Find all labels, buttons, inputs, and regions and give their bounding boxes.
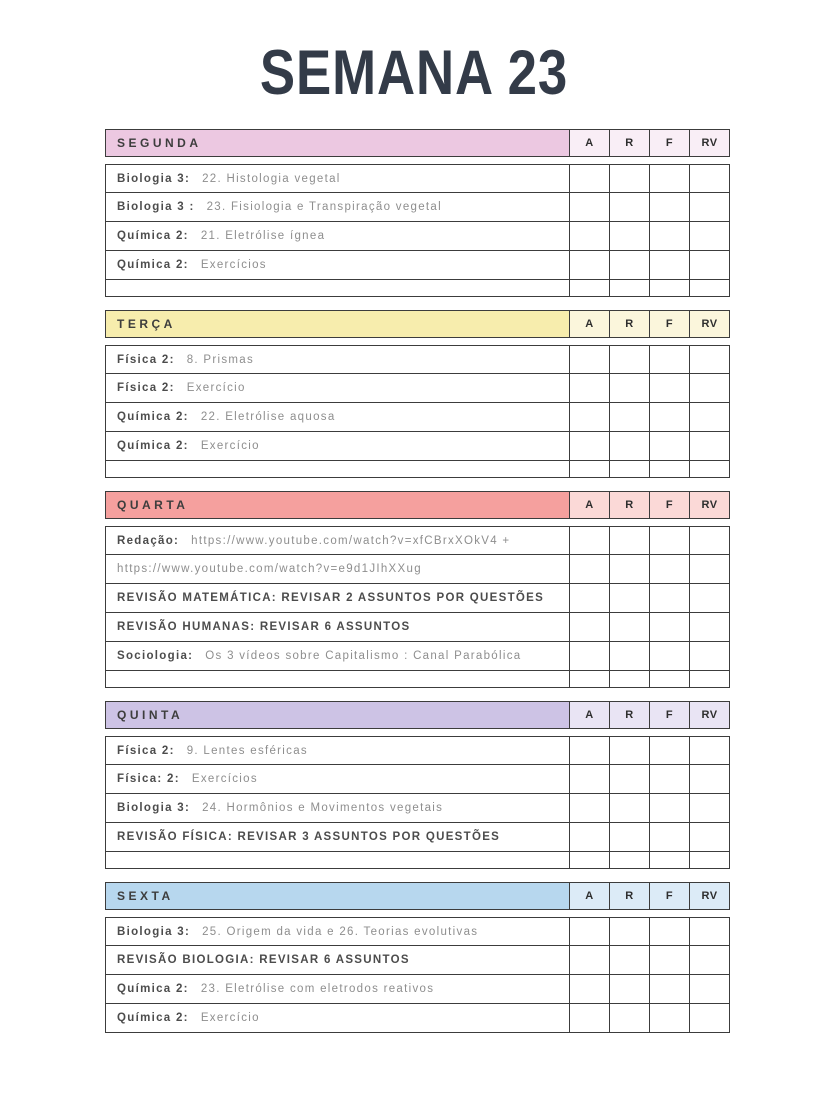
check-cell-a[interactable] — [570, 671, 610, 688]
spacer-cell — [105, 280, 570, 297]
day-name-label: QUARTA — [117, 498, 189, 512]
task-label: Redação: — [117, 534, 180, 547]
check-cell-f[interactable] — [650, 251, 690, 280]
task-row — [105, 222, 730, 251]
task-cell — [105, 642, 570, 671]
day-header — [105, 491, 570, 519]
task-text: Exercícios — [191, 773, 258, 785]
task-row — [105, 526, 730, 555]
task-label: Química 2: — [117, 230, 189, 242]
day-header — [105, 129, 570, 157]
check-cell-rv[interactable] — [690, 946, 730, 975]
day-header — [105, 882, 570, 910]
task-cell — [105, 526, 570, 555]
check-cell-rv[interactable] — [690, 164, 730, 193]
column-header-f: F — [650, 701, 690, 729]
task-label: Física 2: — [117, 744, 175, 757]
task-row — [105, 975, 730, 1004]
task-text: 8. Prismas — [186, 353, 255, 366]
check-cell-f[interactable] — [650, 403, 690, 432]
day-header — [105, 310, 570, 338]
check-cell-f[interactable] — [650, 280, 690, 297]
check-cell-r[interactable] — [610, 946, 650, 975]
check-cell-f[interactable] — [650, 642, 690, 671]
column-header-rv: RV — [690, 491, 730, 519]
check-cell-f[interactable] — [650, 1004, 690, 1033]
task-cell — [105, 345, 570, 374]
check-cell-a[interactable] — [570, 642, 610, 671]
task-row — [105, 403, 730, 432]
task-row — [105, 432, 730, 461]
check-cell-r[interactable] — [610, 432, 650, 461]
check-cell-rv[interactable] — [690, 345, 730, 374]
task-row — [105, 642, 730, 671]
task-label: Química 2: — [117, 1012, 189, 1024]
task-row — [105, 823, 730, 852]
check-cell-rv[interactable] — [690, 823, 730, 852]
spacer-cell — [105, 461, 570, 478]
column-header-r: R — [610, 882, 650, 910]
task-label: Física 2: — [117, 382, 175, 394]
task-label: REVISÃO FÍSICA: REVISAR 3 ASSUNTOS POR QUESTÕES — [117, 831, 501, 843]
task-row — [105, 613, 730, 642]
task-row — [105, 251, 730, 280]
task-text: 25. Origem da vida e 26. Teorias evolutivas — [202, 925, 479, 938]
task-row — [105, 555, 730, 584]
check-cell-a[interactable] — [570, 164, 610, 193]
spacer-row — [105, 671, 730, 688]
check-cell-rv[interactable] — [690, 555, 730, 584]
check-cell-r[interactable] — [610, 526, 650, 555]
column-header-f: F — [650, 491, 690, 519]
check-cell-rv[interactable] — [690, 613, 730, 642]
task-cell — [105, 222, 570, 251]
check-cell-f[interactable] — [650, 794, 690, 823]
task-text: Os 3 vídeos sobre Capitalismo : Canal Parabólica — [205, 650, 522, 662]
task-label: REVISÃO MATEMÁTICA: REVISAR 2 ASSUNTOS POR QUESTÕES — [117, 592, 545, 604]
day-name-label: SEGUNDA — [117, 136, 202, 150]
check-cell-a[interactable] — [570, 251, 610, 280]
check-cell-rv[interactable] — [690, 736, 730, 765]
task-cell — [105, 555, 570, 584]
task-label: Física: 2: — [117, 773, 180, 785]
spacer-row — [105, 280, 730, 297]
day-body — [105, 917, 730, 1033]
task-cell — [105, 765, 570, 794]
check-cell-a[interactable] — [570, 736, 610, 765]
spacer-cell — [105, 852, 570, 869]
column-header-r: R — [610, 701, 650, 729]
check-cell-f[interactable] — [650, 823, 690, 852]
spacer-row — [105, 461, 730, 478]
check-cell-rv[interactable] — [690, 642, 730, 671]
check-cell-f[interactable] — [650, 222, 690, 251]
check-cell-rv[interactable] — [690, 526, 730, 555]
check-cell-f[interactable] — [650, 584, 690, 613]
check-cell-f[interactable] — [650, 765, 690, 794]
check-cell-a[interactable] — [570, 823, 610, 852]
day-header-row — [105, 129, 730, 157]
task-cell — [105, 1004, 570, 1033]
task-text: 22. Histologia vegetal — [202, 172, 341, 185]
task-label: Biologia 3: — [117, 925, 191, 938]
check-cell-a[interactable] — [570, 975, 610, 1004]
day-section-segunda — [105, 129, 730, 297]
check-cell-a[interactable] — [570, 584, 610, 613]
task-text: 23. Fisiologia e Transpiração vegetal — [206, 201, 442, 213]
column-header-f: F — [650, 882, 690, 910]
spacer-cell — [105, 671, 570, 688]
schedule — [105, 129, 730, 1033]
column-header-rv: RV — [690, 310, 730, 338]
check-cell-a[interactable] — [570, 432, 610, 461]
day-header — [105, 701, 570, 729]
check-cell-a[interactable] — [570, 461, 610, 478]
day-section-terca — [105, 310, 730, 478]
check-cell-f[interactable] — [650, 671, 690, 688]
check-cell-r[interactable] — [610, 403, 650, 432]
check-cell-a[interactable] — [570, 852, 610, 869]
check-cell-a[interactable] — [570, 403, 610, 432]
column-header-r: R — [610, 310, 650, 338]
task-row — [105, 345, 730, 374]
task-cell — [105, 946, 570, 975]
task-row — [105, 794, 730, 823]
column-header-rv: RV — [690, 701, 730, 729]
check-cell-rv[interactable] — [690, 193, 730, 222]
task-row — [105, 374, 730, 403]
check-cell-r[interactable] — [610, 1004, 650, 1033]
task-label: REVISÃO HUMANAS: REVISAR 6 ASSUNTOS — [117, 621, 411, 633]
day-name-label: TERÇA — [117, 317, 176, 331]
day-section-sexta — [105, 882, 730, 1033]
task-text: 22. Eletrólise aquosa — [200, 411, 336, 423]
task-label: Biologia 3 : — [117, 201, 195, 213]
day-name-label: QUINTA — [117, 708, 184, 722]
check-cell-rv[interactable] — [690, 917, 730, 946]
task-text: 21. Eletrólise ígnea — [200, 230, 326, 242]
check-cell-r[interactable] — [610, 736, 650, 765]
task-label: Biologia 3: — [117, 172, 191, 185]
task-label: Química 2: — [117, 259, 189, 271]
check-cell-rv[interactable] — [690, 1004, 730, 1033]
check-cell-r[interactable] — [610, 671, 650, 688]
task-label: Sociologia: — [117, 650, 194, 662]
check-cell-f[interactable] — [650, 736, 690, 765]
day-header-row — [105, 491, 730, 519]
planner-page — [0, 38, 828, 1033]
check-cell-r[interactable] — [610, 345, 650, 374]
check-cell-f[interactable] — [650, 526, 690, 555]
day-section-quarta — [105, 491, 730, 688]
check-cell-f[interactable] — [650, 555, 690, 584]
task-cell — [105, 736, 570, 765]
check-cell-rv[interactable] — [690, 280, 730, 297]
task-row — [105, 765, 730, 794]
task-label: Biologia 3: — [117, 802, 191, 814]
task-cell — [105, 193, 570, 222]
task-label: Química 2: — [117, 983, 189, 995]
check-cell-r[interactable] — [610, 193, 650, 222]
check-cell-r[interactable] — [610, 823, 650, 852]
day-section-quinta — [105, 701, 730, 869]
task-text: Exercícios — [200, 259, 267, 271]
task-text: 9. Lentes esféricas — [186, 744, 308, 757]
check-cell-r[interactable] — [610, 917, 650, 946]
check-cell-r[interactable] — [610, 975, 650, 1004]
day-body — [105, 345, 730, 478]
check-cell-a[interactable] — [570, 193, 610, 222]
check-cell-r[interactable] — [610, 374, 650, 403]
column-header-r: R — [610, 491, 650, 519]
check-cell-f[interactable] — [650, 432, 690, 461]
check-cell-a[interactable] — [570, 374, 610, 403]
task-cell — [105, 917, 570, 946]
task-row — [105, 917, 730, 946]
task-cell — [105, 823, 570, 852]
check-cell-r[interactable] — [610, 251, 650, 280]
check-cell-r[interactable] — [610, 852, 650, 869]
task-row — [105, 736, 730, 765]
task-text: Exercício — [186, 382, 246, 394]
task-cell — [105, 164, 570, 193]
task-cell — [105, 251, 570, 280]
check-cell-f[interactable] — [650, 852, 690, 869]
day-body — [105, 736, 730, 869]
check-cell-r[interactable] — [610, 461, 650, 478]
task-text: Exercício — [200, 440, 260, 452]
column-header-f: F — [650, 129, 690, 157]
check-cell-r[interactable] — [610, 280, 650, 297]
check-cell-a[interactable] — [570, 765, 610, 794]
task-row — [105, 164, 730, 193]
task-cell — [105, 584, 570, 613]
check-cell-a[interactable] — [570, 222, 610, 251]
check-cell-rv[interactable] — [690, 251, 730, 280]
check-cell-r[interactable] — [610, 164, 650, 193]
task-row — [105, 584, 730, 613]
column-header-f: F — [650, 310, 690, 338]
check-cell-f[interactable] — [650, 917, 690, 946]
check-cell-a[interactable] — [570, 917, 610, 946]
check-cell-r[interactable] — [610, 765, 650, 794]
task-row — [105, 193, 730, 222]
task-text: 24. Hormônios e Movimentos vegetais — [202, 802, 444, 814]
task-cell — [105, 794, 570, 823]
column-header-a: A — [570, 491, 610, 519]
task-label: Química 2: — [117, 440, 189, 452]
check-cell-rv[interactable] — [690, 852, 730, 869]
task-label: Física 2: — [117, 353, 175, 366]
check-cell-rv[interactable] — [690, 403, 730, 432]
task-label: REVISÃO BIOLOGIA: REVISAR 6 ASSUNTOS — [117, 954, 410, 966]
check-cell-rv[interactable] — [690, 374, 730, 403]
column-header-r: R — [610, 129, 650, 157]
check-cell-a[interactable] — [570, 280, 610, 297]
day-header-row — [105, 701, 730, 729]
check-cell-f[interactable] — [650, 193, 690, 222]
check-cell-f[interactable] — [650, 164, 690, 193]
check-cell-rv[interactable] — [690, 461, 730, 478]
column-header-a: A — [570, 882, 610, 910]
check-cell-a[interactable] — [570, 613, 610, 642]
check-cell-f[interactable] — [650, 946, 690, 975]
column-header-a: A — [570, 310, 610, 338]
check-cell-rv[interactable] — [690, 584, 730, 613]
check-cell-a[interactable] — [570, 526, 610, 555]
check-cell-rv[interactable] — [690, 432, 730, 461]
page-title: SEMANA 23 — [259, 37, 569, 108]
check-cell-f[interactable] — [650, 461, 690, 478]
column-header-rv: RV — [690, 129, 730, 157]
column-header-a: A — [570, 129, 610, 157]
check-cell-rv[interactable] — [690, 975, 730, 1004]
check-cell-r[interactable] — [610, 555, 650, 584]
task-row — [105, 946, 730, 975]
check-cell-r[interactable] — [610, 222, 650, 251]
task-cell — [105, 613, 570, 642]
task-cell — [105, 403, 570, 432]
check-cell-rv[interactable] — [690, 765, 730, 794]
column-header-rv: RV — [690, 882, 730, 910]
check-cell-f[interactable] — [650, 374, 690, 403]
task-text: Exercício — [200, 1012, 260, 1024]
task-text: 23. Eletrólise com eletrodos reativos — [200, 983, 435, 995]
day-header-row — [105, 310, 730, 338]
check-cell-rv[interactable] — [690, 671, 730, 688]
check-cell-a[interactable] — [570, 1004, 610, 1033]
task-cell — [105, 432, 570, 461]
check-cell-rv[interactable] — [690, 794, 730, 823]
check-cell-f[interactable] — [650, 975, 690, 1004]
task-text: https://www.youtube.com/watch?v=e9d1JIhXXug — [117, 563, 422, 575]
check-cell-a[interactable] — [570, 345, 610, 374]
task-row — [105, 1004, 730, 1033]
check-cell-r[interactable] — [610, 584, 650, 613]
spacer-row — [105, 852, 730, 869]
check-cell-r[interactable] — [610, 642, 650, 671]
task-cell — [105, 975, 570, 1004]
day-name-label: SEXTA — [117, 889, 174, 903]
day-body — [105, 526, 730, 688]
check-cell-r[interactable] — [610, 613, 650, 642]
check-cell-a[interactable] — [570, 946, 610, 975]
check-cell-a[interactable] — [570, 794, 610, 823]
check-cell-f[interactable] — [650, 613, 690, 642]
check-cell-a[interactable] — [570, 555, 610, 584]
day-body — [105, 164, 730, 297]
column-header-a: A — [570, 701, 610, 729]
check-cell-rv[interactable] — [690, 222, 730, 251]
task-label: Química 2: — [117, 411, 189, 423]
day-header-row — [105, 882, 730, 910]
check-cell-f[interactable] — [650, 345, 690, 374]
task-cell — [105, 374, 570, 403]
check-cell-r[interactable] — [610, 794, 650, 823]
task-text: https://www.youtube.com/watch?v=xfCBrxXOkV4 + — [191, 534, 511, 547]
